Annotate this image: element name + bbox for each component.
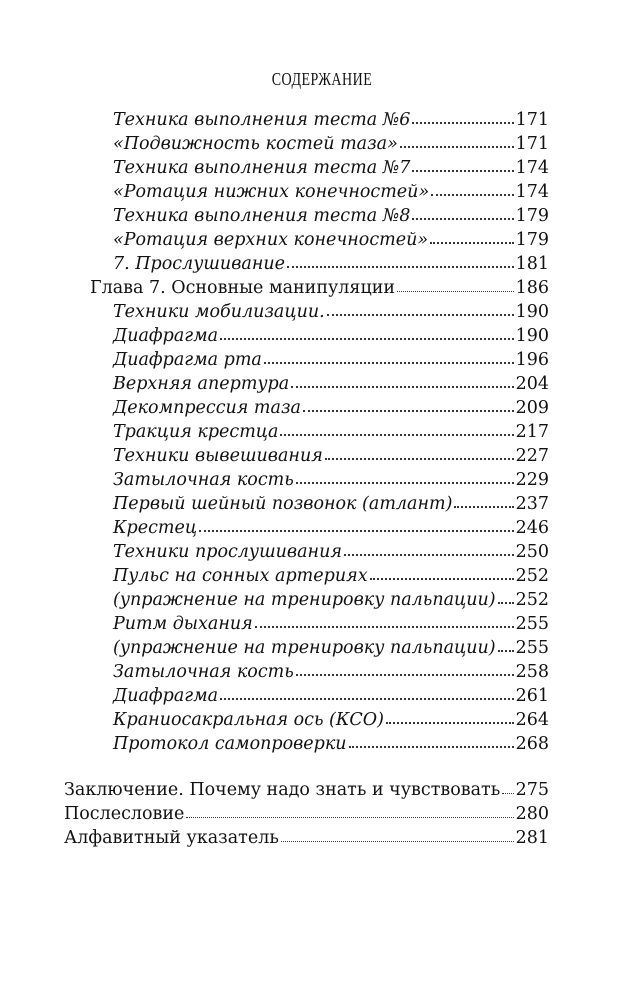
toc-entry-title: Техники прослушивания: [113, 542, 342, 562]
toc-entry-page: 174: [515, 182, 549, 202]
toc-entry: [113, 396, 549, 420]
toc-entry-title: Техника выполнения теста №7: [113, 158, 411, 178]
toc-entry-page: 280: [515, 804, 549, 824]
toc-entry-page: 209: [515, 398, 549, 418]
toc-entry-title: Ритм дыхания: [113, 614, 253, 634]
toc-entry-title: Тракция крестца: [113, 422, 279, 442]
toc-entry-page: 186: [515, 278, 549, 298]
toc-entry-title: Заключение. Почему надо знать и чувствовать: [64, 780, 501, 800]
toc-entry: [113, 684, 549, 708]
toc-entry-page: 179: [515, 230, 549, 250]
toc-entry-page: 275: [515, 780, 549, 800]
toc-entry: [113, 252, 549, 276]
toc-entry: [113, 204, 549, 228]
toc-entry-page: 250: [515, 542, 549, 562]
toc-entry: [113, 156, 549, 180]
toc-entry-title: Послесловие: [64, 804, 185, 824]
toc-entry: [113, 708, 549, 732]
toc-entry: [113, 660, 549, 684]
dot-leader: [303, 408, 514, 412]
toc-entry-page: 255: [515, 638, 549, 658]
toc-entry-page: 229: [515, 470, 549, 490]
toc-entry-title: Протокол самопроверки: [113, 734, 347, 754]
toc-entry-title: Краниосакральная ось (КСО): [113, 710, 384, 730]
toc-entry-page: 190: [515, 302, 549, 322]
toc-entry-title: Глава 7. Основные манипуляции: [90, 278, 396, 298]
dot-leader: [412, 216, 513, 220]
toc-entry: [113, 132, 549, 156]
dot-leader: [430, 240, 514, 244]
toc-entry: [113, 324, 549, 348]
toc-entry: [113, 540, 549, 564]
toc-entry-page: 258: [515, 662, 549, 682]
toc-backmatter-entry: [64, 802, 549, 826]
dot-leader: [291, 384, 513, 388]
toc-entry: [113, 516, 549, 540]
dot-leader: [264, 360, 514, 364]
toc-entry-title: 7. Прослушивание: [113, 254, 285, 274]
toc-entry: [113, 612, 549, 636]
toc-entry-page: 179: [515, 206, 549, 226]
dot-leader: [255, 624, 514, 628]
dot-leader: [412, 120, 513, 124]
toc-entry-page: 255: [515, 614, 549, 634]
toc-entry-page: 190: [515, 326, 549, 346]
toc-entry: [113, 228, 549, 252]
toc-entry-page: 252: [515, 566, 549, 586]
toc-entry-title: Диафрагма рта: [113, 350, 262, 370]
dot-leader: [296, 480, 514, 484]
dot-leader: [431, 192, 513, 196]
toc-entry: [113, 588, 549, 612]
toc-entry-page: 171: [515, 134, 549, 154]
toc-entry-page: 246: [515, 518, 549, 538]
toc-entry-title: «Подвижность костей таза»: [113, 134, 398, 154]
toc-entry: [113, 372, 549, 396]
dot-leader: [498, 600, 514, 604]
toc-entry-page: 227: [515, 446, 549, 466]
toc-entry-page: 268: [515, 734, 549, 754]
toc-entry: [113, 564, 549, 588]
toc-entry-title: Пульс на сонных артериях: [113, 566, 368, 586]
toc-entry-title: Техники мобилизации.: [113, 302, 325, 322]
dot-leader: [386, 720, 514, 724]
dot-leader: [296, 672, 514, 676]
toc-backmatter-entry: [64, 826, 549, 850]
dot-leader: [344, 552, 514, 556]
toc-entry-title: «Ротация верхних конечностей»: [113, 230, 429, 250]
toc-entry-page: 204: [515, 374, 549, 394]
dot-leader: [280, 432, 513, 436]
toc-entry: [113, 108, 549, 132]
toc-entry-title: Диафрагма: [113, 686, 219, 706]
dot-leader: [287, 264, 514, 268]
dot-leader: [220, 696, 514, 700]
running-header: СОДЕРЖАНИЕ: [271, 71, 373, 90]
toc-entry: [113, 636, 549, 660]
dot-leader: [220, 336, 514, 340]
toc-entry: [113, 492, 549, 516]
toc-entry: [113, 300, 549, 324]
dot-leader: [502, 791, 513, 794]
toc-entry-page: 171: [515, 110, 549, 130]
toc-entry-title: Декомпрессия таза: [113, 398, 301, 418]
toc-entry-page: 264: [515, 710, 549, 730]
dot-leader: [327, 312, 514, 316]
toc-entry: [113, 444, 549, 468]
toc-entry: [113, 420, 549, 444]
dot-leader: [370, 576, 514, 580]
toc-chapter-entry: [90, 276, 549, 300]
toc-entry-page: 196: [515, 350, 549, 370]
toc-entry-page: 181: [515, 254, 549, 274]
toc-entry-title: Техника выполнения теста №6: [113, 110, 411, 130]
dot-leader: [397, 289, 514, 292]
dot-leader: [325, 456, 514, 460]
dot-leader: [199, 528, 514, 532]
toc-entry-page: 261: [515, 686, 549, 706]
dot-leader: [400, 144, 514, 148]
toc-entry-page: 217: [515, 422, 549, 442]
toc-entry-title: Крестец: [113, 518, 198, 538]
toc-entry-title: (упражнение на тренировку пальпации): [113, 638, 496, 658]
toc-entry-title: Затылочная кость: [113, 470, 294, 490]
toc-entry-title: Верхняя апертура: [113, 374, 290, 394]
dot-leader: [281, 839, 514, 842]
dot-leader: [454, 504, 513, 508]
dot-leader: [498, 648, 514, 652]
toc-entry-title: Затылочная кость: [113, 662, 294, 682]
toc-entry-title: Техники вывешивания: [113, 446, 323, 466]
toc-entry-page: 281: [515, 828, 549, 848]
dot-leader: [412, 168, 513, 172]
dot-leader: [186, 815, 513, 818]
toc-entry: [113, 348, 549, 372]
toc-entry: [113, 468, 549, 492]
toc-entry-title: «Ротация нижних конечностей»: [113, 182, 430, 202]
toc-entry-page: 174: [515, 158, 549, 178]
toc-backmatter-entry: [64, 778, 549, 802]
toc-entry: [113, 732, 549, 756]
toc-entry-title: (упражнение на тренировку пальпации): [113, 590, 496, 610]
toc-entry-page: 237: [515, 494, 549, 514]
toc-entry-title: Первый шейный позвонок (атлант): [113, 494, 453, 514]
toc-entry: [113, 180, 549, 204]
toc-entry-title: Алфавитный указатель: [64, 828, 279, 848]
toc-entry-title: Диафрагма: [113, 326, 219, 346]
toc-entry-title: Техника выполнения теста №8: [113, 206, 411, 226]
toc-entry-page: 252: [515, 590, 549, 610]
dot-leader: [349, 744, 514, 748]
